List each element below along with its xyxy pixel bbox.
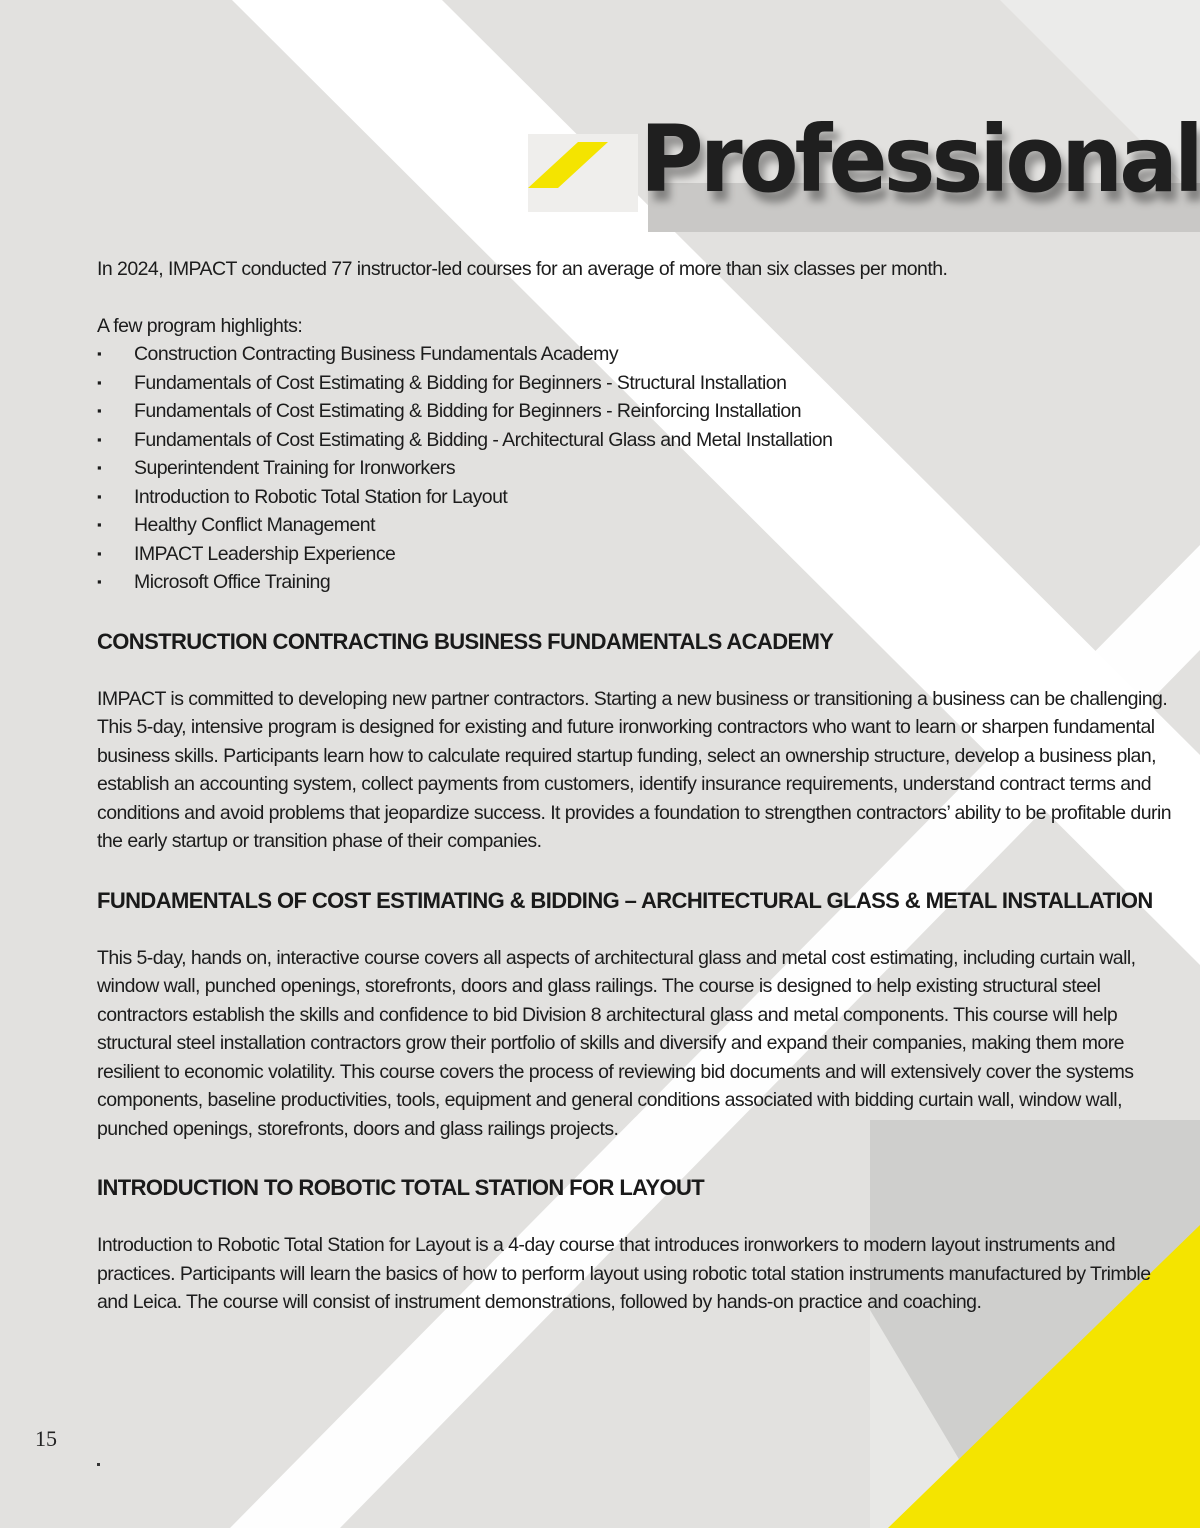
text-line: practices. Participants will learn the basics of how to perform layout using robotic total station instruments manufactured by Trimble [97,1262,1151,1285]
text-line: punched openings, storefronts, doors and glass railings projects. [97,1117,619,1140]
section-heading-robotic-total-station: INTRODUCTION TO ROBOTIC TOTAL STATION FOR LAYOUT [97,1175,705,1200]
text-line: and Leica. The course will consist of instrument demonstrations, followed by hands-on practice and coaching. [97,1291,982,1313]
list-item: ▪ Construction Contracting Business Fundamentals Academy [97,340,1200,369]
text-line: establish an accounting system, collect payments from customers, identify insurance requirements, understand contract terms and [97,773,1152,795]
highlights-list [97,340,1200,597]
text-line: Introduction to Robotic Total Station for Layout is a 4-day course that introduces ironworkers to modern layout instruments and [97,1234,1116,1256]
section-heading-glass-metal: FUNDAMENTALS OF COST ESTIMATING & BIDDING – ARCHITECTURAL GLASS & METAL INSTALLATION [97,887,1153,913]
section-body-robotic-total-station [97,1231,1200,1317]
list-item: ▪ IMPACT Leadership Experience [97,540,1200,569]
text-line: components, baseline productivities, tools, equipment and general conditions associated with bidding curtain wall, window wall, [97,1089,1122,1111]
page-title: Professional [640,106,1200,213]
text-line: This 5-day, hands on, interactive course covers all aspects of architectural glass and metal cost estimating, including curtain wall, [97,946,1136,969]
list-item: ▪ Microsoft Office Training [97,568,1200,597]
list-item: ▪ Superintendent Training for Ironworkers [97,454,1200,483]
text-line: IMPACT is committed to developing new partner contractors. Starting a new business or transitioning a business can be challenging. [97,687,1168,710]
section-heading-business-academy: CONSTRUCTION CONTRACTING BUSINESS FUNDAMENTALS ACADEMY [97,628,834,654]
text-line: conditions and avoid problems that jeopardize success. It provides a foundation to strengthen contractors’ ability to be profitable durin [97,801,1172,824]
text-line: window wall, punched openings, storefronts, doors and glass railings. The course is designed to help existing structural steel [97,975,1101,997]
text-line: This 5-day, intensive program is designed for existing and future ironworking contractors who want to learn or sharpen fundamental [97,716,1155,738]
list-item: ▪ Fundamentals of Cost Estimating & Bidding for Beginners - Structural Installation [97,369,1200,398]
highlights-heading: A few program highlights: [97,314,303,337]
yellow-slash-icon [526,138,636,194]
list-item: ▪ Fundamentals of Cost Estimating & Bidding for Beginners - Reinforcing Installation [97,397,1200,426]
title-banner [0,0,1200,240]
list-item: ▪ Introduction to Robotic Total Station for Layout [97,483,1200,512]
intro-paragraph: In 2024, IMPACT conducted 77 instructor-led courses for an average of more than six classes per month. [97,258,948,280]
text-line: the early startup or transition phase of their companies. [97,830,542,852]
text-line: contractors establish the skills and confidence to bid Division 8 architectural glass and metal components. This course will help [97,1003,1118,1026]
list-item: ▪ Healthy Conflict Management [97,511,1200,540]
section-body-business-academy [97,685,1200,856]
text-line: resilient to economic volatility. This course covers the process of reviewing bid documents and will extensively cover the systems [97,1060,1134,1083]
main-content [97,255,1200,1317]
page-number: 15 [35,1426,57,1451]
text-line: structural steel installation contractors grow their portfolio of skills and diversify and expand their companies, making them more [97,1032,1124,1054]
footer-dot [97,1463,100,1466]
section-body-glass-metal [97,944,1200,1144]
list-item: ▪ Fundamentals of Cost Estimating & Bidding - Architectural Glass and Metal Installation [97,426,1200,455]
text-line: business skills. Participants learn how to calculate required startup funding, select an ownership structure, develop a business plan, [97,744,1157,767]
